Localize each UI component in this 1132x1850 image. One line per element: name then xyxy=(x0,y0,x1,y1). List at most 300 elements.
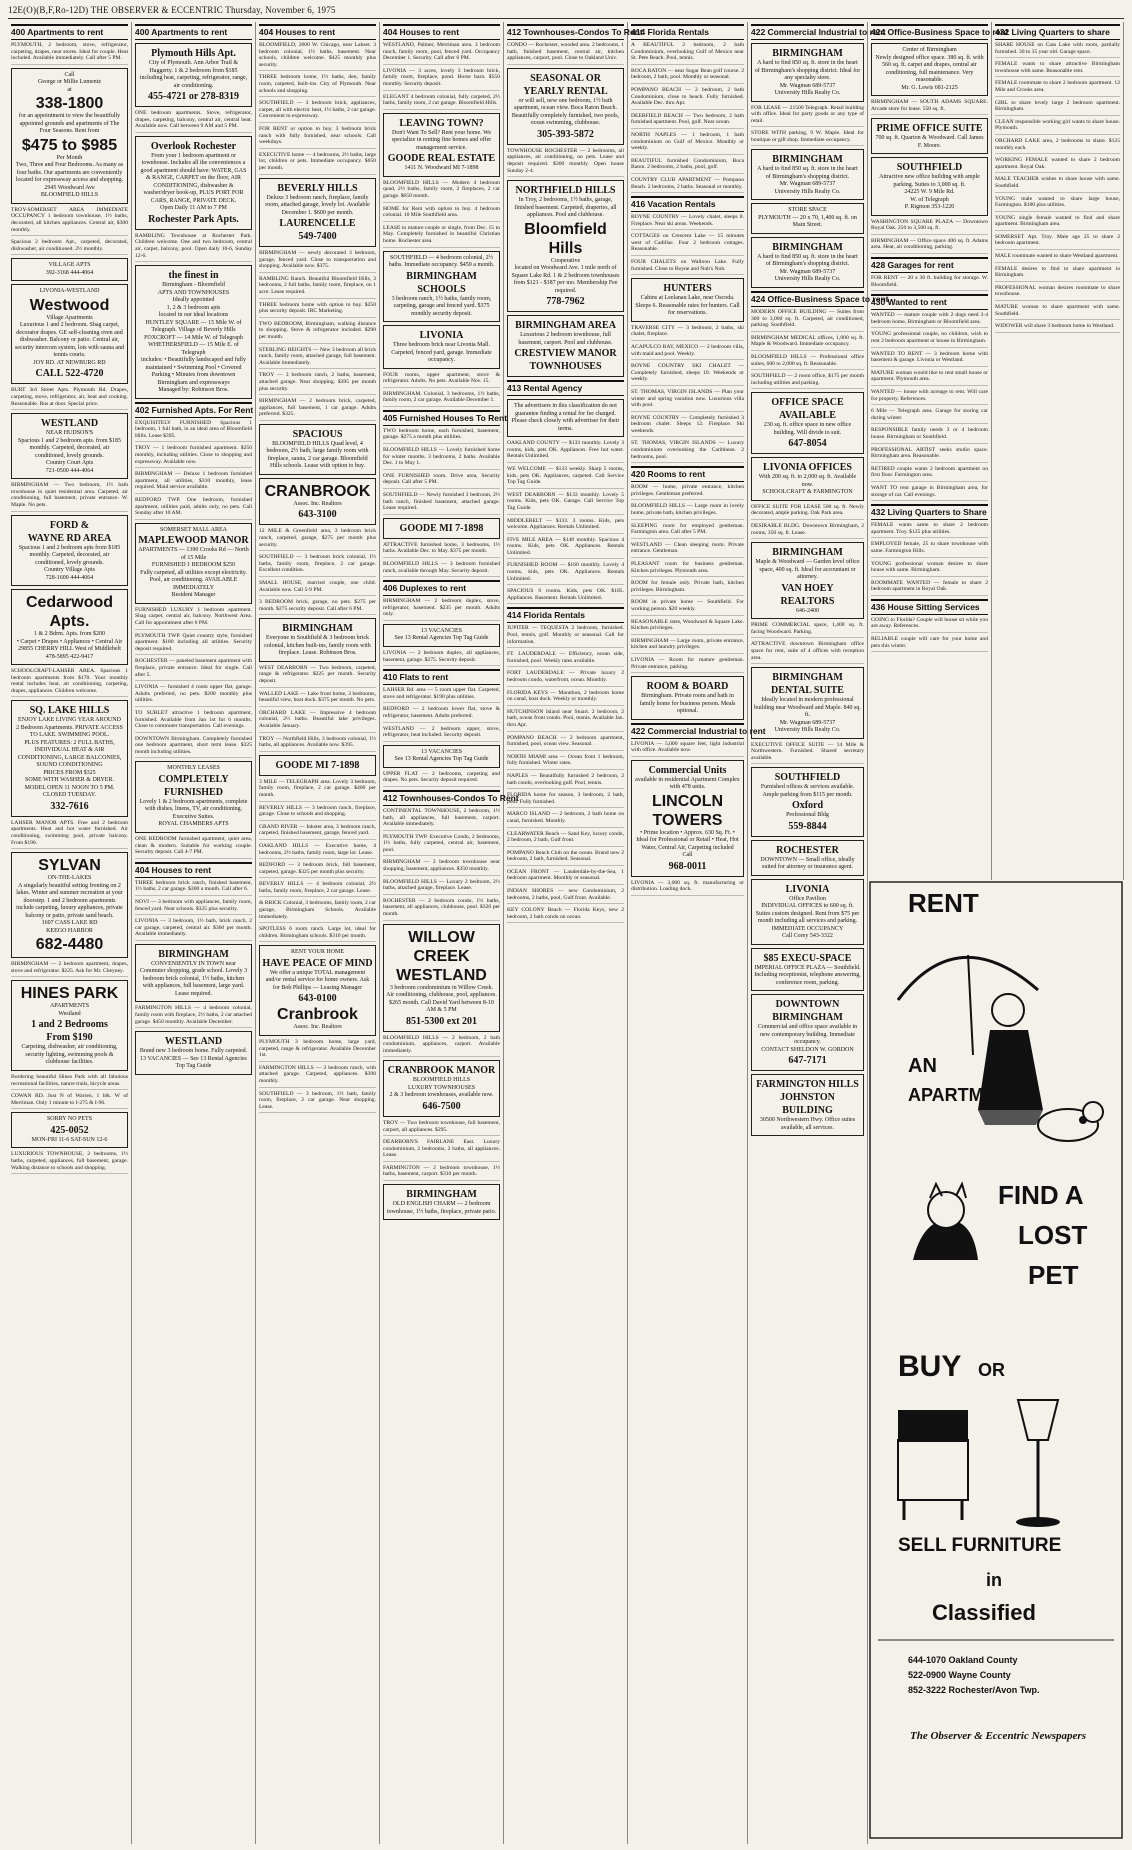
display-ad-line: MAPLEWOOD MANOR xyxy=(138,535,249,547)
display-ad-line: 643-3100 xyxy=(298,509,337,521)
classified-ad: REDFORD — 3 bedroom brick, full basement, carpeted, garage. $325 per month plus security. xyxy=(259,862,376,878)
classified-ad: FOR LEASE — 21500 Telegraph. Retail building with office. Ideal for party goods or any type of retail. xyxy=(751,105,864,128)
classified-ad: Spacious 2 bedroom Apt., carpeted, decorated, dishwasher, air conditioned. 2½ monthly. xyxy=(11,239,128,255)
classified-ad: WANTED — house with acreage to rent. Will care for property. References. xyxy=(871,389,988,405)
display-ad-line: SOUTHFIELD xyxy=(774,772,841,784)
classified-ad: ORCHARD LAKE — Impressive 4 bedroom colonial, 2½ baths. Beautiful lake privileges. Available January. xyxy=(259,710,376,733)
display-ad-line: IMPERIAL OFFICE PLAZA — Southfield. Including receptionist, telephone answering, conference room, parking. xyxy=(754,964,861,986)
classified-ad: CONTINENTAL TOWNHOUSE, 2 bedroom, 1½ bath, all appliances, full basement, carport. Available immediately. xyxy=(383,808,500,831)
display-ad-line: Luxurious 2 bedroom townhouse, full basement, carport. Pool and clubhouse. xyxy=(518,332,613,346)
display-ad-line: BLOOMFIELD HILLS Quad level, 4 bedroom, 2½ bath, large family room with fireplace, sauna, 2 car garage. Bloomfield Hills schools. Lease with option to buy. xyxy=(266,440,369,470)
classified-ad: KEY COLONY Beach — Florida Keys, new 2 bedroom, 2 bath condo on ocean. xyxy=(507,907,624,923)
display-ad-line: or will sell, new one bedroom, 1½ bath apartment, ocean view. Boca Raton Beach. Beautifully completely furnished, two pools, ocean swimming, clubhouse. xyxy=(511,97,620,127)
classified-ad: HUTCHINSON Island near Stuart. 2 bedroom, 2 bath, ocean front condo. Pool, tennis. Available Jan. thru Apr. xyxy=(507,709,624,732)
display-ad-line: 1411 N. Woodward MI 7-1898 xyxy=(404,165,479,172)
display-ad-line: Mr. Wagman 689-5737 xyxy=(779,82,836,89)
display-ad-line: GOODE REAL ESTATE xyxy=(387,153,496,165)
classified-ad: BLOOMFIELD HILLS — Luxury 2 bedroom, 2½ baths, attached garage, fireplace. Lease. xyxy=(383,879,500,895)
display-ad-line: FARMINGTON HILLS xyxy=(756,1079,859,1091)
display-ad-line: Office Pavilion xyxy=(789,895,826,902)
section-header: 432 Living Quarters to share xyxy=(995,24,1120,40)
display-ad-line: LEAVING TOWN? xyxy=(399,117,484,129)
display-ad xyxy=(259,618,376,662)
display-ad-line: University Hills Realty Co. xyxy=(774,90,841,96)
section-header: 402 Furnished Apts. For Rent xyxy=(135,402,252,418)
classified-ad: TROY-SOMERSET AREA IMMEDIATE OCCUPANCY 1 bedroom townhouse, 1½ baths, decorated, all kitchen appliances. Central air, $300 monthly. xyxy=(11,207,128,236)
classified-ad: EXQUISITELY FURNISHED Spacious 1 bedroom, 1 full bath, in an ideal area of Bloomfield Hills. Lease $395. xyxy=(135,420,252,443)
display-ad-line: APARTMENTS xyxy=(49,1003,90,1010)
display-ad-line: Ideally located in modern professional building near Woodward and Maple. 840 sq. ft. xyxy=(754,697,861,719)
display-ad-line: Birmingham. Private room and bath in family home for business person. Meals optional. xyxy=(639,693,736,715)
display-ad-line: • Carpet • Drapes • Appliances • Central Air xyxy=(16,638,123,645)
display-ad-line: NEAR HUDSON'S xyxy=(45,430,94,437)
display-ad xyxy=(11,284,128,384)
display-ad-line: PRIME OFFICE SUITE xyxy=(876,123,983,135)
display-ad-line: 29855 CHERRY HILL West of Middlebelt xyxy=(18,646,121,652)
classified-ad: BURT 3rd Street Apts. Plymouth Rd. Drapes, carpeting, stove, refrigerator, air, heat and cooking. Reasonable. Bus at door. Special price. xyxy=(11,387,128,410)
display-ad-line: SORRY NO PETS xyxy=(46,1116,93,1123)
classified-ad: BIRMINGHAM — Large room, private entrance, kitchen and laundry privileges. xyxy=(631,638,744,654)
display-ad-line: 728-1600 444-4064 xyxy=(45,574,94,581)
promo-rent: RENT xyxy=(908,888,979,918)
classified-ad: TROY — 1 bedroom furnished apartment. $250 monthly, including utilities. Close to shopping and expressway. Available now. xyxy=(135,445,252,468)
classified-ad: 6 Mile — Telegraph area. Garage for storing car during winter. xyxy=(871,408,988,424)
display-ad-line: WESTLAND xyxy=(396,966,487,984)
classified-ad: LIVONIA — Room for mature gentleman. Private entrance, parking. xyxy=(631,657,744,673)
classified-ad: BLOOMFIELD HILLS — Lovely furnished home for winter months. 3 bedrooms, 2 baths. Available Dec. 1 to May 1. xyxy=(383,447,500,470)
display-ad-line: LINCOLN xyxy=(651,792,724,810)
classified-ad: LIVONIA — 3 bedroom, 1½ bath, brick ranch, 2 car garage, carpeted, central air. $360 per month. Available immediately. xyxy=(135,918,252,941)
display-ad xyxy=(11,1112,128,1148)
classified-ad: YOUNG professional couple, no children, wish to rent 2 bedroom apartment or house in Birmingham. xyxy=(871,331,988,347)
display-ad-line: BIRMINGHAM xyxy=(406,1189,477,1201)
display-ad-line: George or Millie Lumentz xyxy=(37,79,102,86)
display-ad-line: 13 VACANCIES — See 13 Rental Agencies Top Tag Guide xyxy=(140,1055,247,1070)
display-ad xyxy=(751,542,864,619)
section-header: 412 Townhouses-Condos To Rent xyxy=(507,24,624,40)
display-ad-line: BIRMINGHAM AREA xyxy=(515,320,616,332)
display-ad xyxy=(751,879,864,945)
display-ad-line: TOWNHOUSES xyxy=(529,361,602,373)
classified-ad: WEST DEARBORN — $133 monthly. Lovely 5 rooms. Kids, pets OK. Garage. Call Service Top Tag Guide. xyxy=(507,492,624,515)
classified-ad: NOVI — 3 bedroom with appliances, family room, fenced yard. Near schools. $325 plus security. xyxy=(135,899,252,915)
column-9 xyxy=(992,22,1124,880)
section-header: 413 Rental Agency xyxy=(507,380,624,396)
display-ad-line: Country Court Apts xyxy=(45,460,94,467)
display-ad-line: at xyxy=(67,86,72,93)
classified-ad: TWO bedroom home, each furnished, basement, garage. $275 a month plus utilities. xyxy=(383,428,500,444)
display-ad-line: $85 EXECU-SPACE xyxy=(763,952,852,964)
display-ad-line: ROOM & BOARD xyxy=(646,681,729,693)
display-ad xyxy=(135,265,252,399)
classified-ad: POMPANO BEACH — 2 bedroom, 2 bath Condominium, close to beach. Fully furnished. Available Dec. thru Apr. xyxy=(631,87,744,110)
classified-ad: BOYNE COUNTRY — Completely furnished 3 bedroom chalet. Sleeps 12. Fireplace. Ski weekends. xyxy=(631,415,744,438)
display-ad-line: Commercial and office space available in new contemporary building. Immediate occupancy. xyxy=(757,1024,858,1046)
display-ad-line: 682-4480 xyxy=(35,936,104,954)
section-header: 416 Vacation Rentals xyxy=(631,196,744,212)
display-ad-line: located on Woodward Ave. 1 mile north of Square Lake Rd. 1 & 2 bedroom townhouses from $121 - $187 per mo. Membership Fee required. xyxy=(511,265,620,294)
classified-ad: TOWNHOUSE ROCHESTER — 2 bedrooms, all appliances, air conditioning, no pets. Lease and deposit required. $300 monthly. Open house Sunday 2-4. xyxy=(507,148,624,177)
classified-ad: BIRMINGHAM — 2 bedroom townhouse near shopping, basement, appliances. $350 monthly. xyxy=(383,859,500,875)
section-header: 414 Florida Rentals xyxy=(631,24,744,40)
classified-ad: WANT TO rent garage in Birmingham area, for storage of car. Call evenings. xyxy=(871,485,988,501)
display-ad-line: 721-0500 444-4064 xyxy=(45,467,94,474)
display-ad-line: 478-5895 422-9417 xyxy=(45,653,94,660)
section-header: 428 Garages for rent xyxy=(871,257,988,273)
classified-ad: TROY — Northfield Hills, 3 bedroom colonial, 1½ baths, all appliances. Available now. $395. xyxy=(259,736,376,752)
display-ad xyxy=(135,944,252,1003)
display-ad xyxy=(507,399,624,437)
display-ad-line: Attractive new office building with ample parking. Suites to 3,000 sq. ft. xyxy=(879,174,980,188)
display-ad-line: Call xyxy=(682,852,693,859)
display-ad-line: RENT YOUR HOME xyxy=(290,949,344,956)
display-ad xyxy=(383,745,500,768)
classified-ad: OFFICE SUITE FOR LEASE 500 sq. ft. Newly decorated, ample parking. Oak Park area. xyxy=(751,504,864,520)
classified-ad: FLORIDA KEYS — Marathon, 2 bedroom home on canal, boat dock. Weekly or monthly. xyxy=(507,690,624,706)
classified-ad: TROY — Two bedroom townhouse, full basement, carport, all appliances. $295. xyxy=(383,1120,500,1136)
promo-lost: LOST xyxy=(1018,1220,1088,1250)
classified-ad: ELEGANT 4 bedroom colonial, fully carpeted, 2½ baths, family room, 2 car garage. Bloomfield Hills. xyxy=(383,94,500,110)
column-5 xyxy=(504,22,643,1844)
display-ad-line: Apts. xyxy=(49,613,90,630)
display-ad-line: Call xyxy=(64,71,75,78)
classified-ad: CLEARWATER Beach — Sand Key, luxury condo, 2 bedroom, 2 bath, Gulf front. xyxy=(507,831,624,847)
display-ad-line: 2 Bedroom Apartments. PRIVATE ACCESS TO LAKE. SWIMMING POOL. xyxy=(16,724,123,739)
classified-ad: POMPANO Beach Club on the ocean. Brand new 2 bedroom, 2 bath, furnished. Seasonal. xyxy=(507,850,624,866)
display-ad-line: WESTLAND xyxy=(40,418,99,430)
classified-ad: A BEAUTIFUL 2 bedroom, 2 bath Condominium, overlooking Gulf of Mexico near St. Pete Beach. Pool, tennis. xyxy=(631,42,744,65)
classified-ad: CLEAN responsible working girl wants to share house. Plymouth. xyxy=(995,119,1120,135)
classified-ad: WANTED — mature couple with 2 dogs need 3-4 bedroom home, Birmingham or Bloomfield area. xyxy=(871,312,988,328)
classified-ad: & BRICK Colonial, 3 bedrooms, family room, 2 car garage, Birmingham Schools. Available immediately. xyxy=(259,900,376,923)
classified-ad: BIRMINGHAM — newly decorated 3 bedroom, garage, fenced yard. Close to transportation and shopping. Available now. $375. xyxy=(259,250,376,273)
classified-ad: ROCHESTER — paneled basement apartment with fireplace, private entrance. Ideal for single. Call after 5. xyxy=(135,658,252,681)
display-ad xyxy=(751,203,864,234)
display-ad-line: COMPLETELY FURNISHED xyxy=(158,773,229,798)
classified-ad: LIVONIA — furnished 4 room upper flat, garage. Adults preferred, no pets. $200 monthly plus utilities. xyxy=(135,684,252,707)
classified-ad: BIRMINGHAM — Deluxe 1 bedroom furnished apartment, all utilities, $310 monthly, lease required. Maid service available. xyxy=(135,471,252,494)
classified-ad: ATTRACTIVE downtown Birmingham office space for rent, suite of 4 offices with reception area. xyxy=(751,641,864,664)
display-ad-line: The advertisers in this classification do not guarantee finding a rental for fee charged. Please check closely with advertiser for their terms. xyxy=(511,403,620,432)
classified-ad: LAHSER Rd. area — 5 room upper flat. Carpeted, stove and refrigerator. $190 plus utilities. xyxy=(383,687,500,703)
display-ad xyxy=(751,1074,864,1136)
classified-ad: BIRMINGHAM — SOUTH ADAMS SQUARE. Arcade store for lease. 550 sq. ft. xyxy=(871,99,988,115)
display-ad-line: located in our ideal locations xyxy=(158,312,229,319)
display-ad xyxy=(631,676,744,720)
display-ad-line: 647-7171 xyxy=(788,1055,827,1067)
display-ad-line: INDIVIDUAL OFFICES to 600 sq. ft. Suites custom designed. Rent from $75 per month including all services and parking. xyxy=(755,903,860,925)
classified-ad: LEASE to mature couple or single, from Dec. 15 to May. Completely furnished in beautiful Christian home. Rochester area. xyxy=(383,225,500,248)
display-ad xyxy=(751,392,864,454)
display-ad-line: City of Plymouth. Ann Arbor Trail & Haggerty. 1 & 2 bedroom from $185 including heat, carpeting, refrigerator, range, air conditioning. xyxy=(139,60,248,89)
classified-ad: WESTLAND — Clean sleeping room. Private entrance. Gentleman. xyxy=(631,542,744,558)
display-ad-line: VAN HOEY REALTORS xyxy=(780,582,835,607)
classified-ad: PLYMOUTH TWP. Executive Condo, 2 bedrooms, 1½ baths, fully carpeted, central air, basement, pool. xyxy=(383,834,500,857)
display-ad-line: BIRMINGHAM xyxy=(158,948,229,960)
classified-ad: WALLED LAKE — Lake front home, 3 bedrooms, beautiful view, boat dock. $375 per month. No pets. xyxy=(259,691,376,707)
classified-ad: MATURE woman to share apartment with same. Southfield. xyxy=(995,304,1120,320)
section-header: 422 Commercial Industrial to rent xyxy=(751,24,864,40)
column-2 xyxy=(132,22,256,1844)
classified-ad: ROOM for female only. Private bath, kitchen privileges. Birmingham. xyxy=(631,580,744,596)
display-ad-line: University Hills Realty Co. xyxy=(774,727,841,734)
display-ad-line: 646-7500 xyxy=(422,1100,461,1112)
classified-ad: MALE roommate wanted to share Westland apartment. xyxy=(995,253,1120,263)
classified-ad: NAPLES — Beautifully furnished 2 bedroom, 2 bath condo, overlooking gulf. Pool, tennis. xyxy=(507,773,624,789)
display-ad xyxy=(751,767,864,837)
display-ad-line: 3 bedroom condominium in Willow Creek. Air conditioning, clubhouse, pool, appliances. $265 month. Call David Yard between 8-10 AM & 5 PM xyxy=(386,984,497,1014)
display-ad-line: From your 1 bedroom apartment or townhouse. Includes all the conveniences a good apartment should have: WATER, GAS & RANGE, CARPET on the floor, AIR CONDITIONING, dishwasher & washer/dryer hook-up, PLUS PORT FOR CARS, RANGE, PRIVATE DECK. xyxy=(140,152,247,204)
display-ad xyxy=(507,180,624,312)
display-ad xyxy=(871,157,988,216)
column-6 xyxy=(628,22,766,1844)
display-ad-line: 2945 Woodward Ave xyxy=(44,184,95,191)
classified-ad: BLOOMFIELD, 2600 W. Chicago, near Lahser. 3 bedroom colonial, 1½ baths, basement. Near schools, children welcome. $425 monthly plus security. xyxy=(259,42,376,71)
display-ad-line: Bloomfield Hills xyxy=(524,220,607,257)
display-ad-line: LAURENCELLE xyxy=(279,218,356,229)
display-ad-line: A hard to find 850 sq. ft. store in the heart of Birmingham's shopping district. Ideal for any specialty store. xyxy=(754,60,861,81)
display-ad xyxy=(135,43,252,107)
classified-ad: BOYNE COUNTRY SKI CHALET — Completely furnished, sleeps 10. Weekends or weekly. xyxy=(631,363,744,386)
classified-ad: SOUTHFIELD — Newly furnished 3 bedroom, 2½ bath ranch, finished basement, attached garage. Lease required. xyxy=(383,492,500,515)
classified-ad: OCEAN FRONT — Lauderdale-by-the-Sea, 1 bedroom apartment. Monthly or seasonal. xyxy=(507,869,624,885)
display-ad-line: We offer a unique TOTAL management and/or rental service for home owners. Ask for Bob Phillips — Leasing Manager xyxy=(265,969,370,991)
classified-ad: ORCHARD LAKE area, 2 bedrooms to share. $125 monthly each. xyxy=(995,138,1120,154)
classified-ad: ONE BEDROOM furnished apartment, quiet area, clean & modern. Suitable for working couple. Security deposit. Call 4-7 PM. xyxy=(135,836,252,859)
promo-sell-furniture: SELL FURNITURE xyxy=(898,1535,1062,1556)
display-ad-line: A singularly beautiful setting fronting on 2 lakes. Winter and summer recreation at your doorstep. 1 and 2 bedroom apartments include carpeting, luxury appliances, private balcony or patio, private sand beach. xyxy=(16,882,123,919)
display-ad-line: 455-4721 or 278-8319 xyxy=(148,91,239,102)
display-ad-line: LIVONIA-WESTLAND xyxy=(39,288,100,295)
display-ad-line: Country Village Apts xyxy=(44,567,95,573)
display-ad-line: Oxford xyxy=(791,800,824,812)
display-ad-line: Westwood xyxy=(29,296,110,314)
classified-ad: ST. THOMAS, VIRGIN ISLANDS — Plan your winter and spring vacation now. Luxurious villa with pool. xyxy=(631,389,744,412)
classified-ad: SHARE HOUSE on Cass Lake with room, partially furnished. 30 to 35 year old. Garage space. xyxy=(995,42,1120,58)
display-ad-line: Commercial Units xyxy=(648,764,727,776)
classified-ad: LUXURIOUS TOWNHOUSE, 2 bedrooms, 1½ baths, carpeted, appliances, full basement, garage. Walking distance to schools and shopping. xyxy=(11,1151,128,1174)
display-ad-line: See 13 Rental Agencies Top Tag Guide xyxy=(394,756,489,763)
display-ad-line: PLUS FEATURES: 2 FULL BATHS, INDIVIDUAL HEAT & AIR CONDITIONING, LARGE BALCONIES, SOUND CONDITIONING xyxy=(17,739,122,769)
classified-ad: FT. LAUDERDALE — Efficiency, ocean side, furnished, pool. Weekly rates available. xyxy=(507,651,624,667)
display-ad xyxy=(383,924,500,1032)
classified-ad: SLEEPING room for employed gentleman. Farmington area. Call after 5 PM. xyxy=(631,523,744,539)
classified-ad: THREE bedroom home with option to buy. $250 plus security deposit. IRC Marketing. xyxy=(259,302,376,318)
classified-ad: STORE WITH parking, 9 W. Maple. Ideal for boutique or gift shop. Immediate occupancy. xyxy=(751,130,864,146)
display-ad-line: 3 bedroom ranch, 1½ baths, family room, carpeting, garage and fenced yard. $375 monthly security deposit. xyxy=(391,295,492,317)
classified-ad: BOYNE COUNTRY — Lovely chalet, sleeps 8. Fireplace. Near ski areas. Weekends. xyxy=(631,214,744,230)
classified-ad: WESTLAND — 2 bedroom upper, stove, refrigerator, heat included. Security deposit. xyxy=(383,726,500,742)
classified-ad: ROOM — home, private entrance, kitchen privileges. Gentleman preferred. xyxy=(631,484,744,500)
classified-ad: BIRMINGHAM — 2 bedroom apartment, drapes, stove and refrigerator. $225. Ask for Mr. Cheyney. xyxy=(11,961,128,977)
display-ad-line: HUNTLEY SQUARE — 15 Mile W. of Telegraph. Village of Beverly Hills xyxy=(145,319,242,334)
classified-ad: SOUTHFIELD — 3 bedroom brick colonial, 1½ baths, family room, fireplace, 2 car garage. Excellent condition. xyxy=(259,554,376,577)
display-ad xyxy=(11,515,128,587)
classified-ad: 3 MILE — TELEGRAPH area. Lovely 3 bedroom, family room, fireplace, 2 car garage. $400 per month. xyxy=(259,779,376,802)
display-ad-line: Mr. G. Lewis 681-2125 xyxy=(901,84,958,91)
classified-ad: TROY — 3 bedroom ranch, 2 baths, basement, attached garage. Near shopping. $395 per month plus security. xyxy=(259,372,376,395)
section-header: 400 Apartments to rent xyxy=(135,24,252,40)
display-ad xyxy=(259,945,376,1036)
classified-ad: COTTAGES on Crescent Lake — 15 minutes west of Cadillac. Four 2 bedroom cottages. Reasonable. xyxy=(631,233,744,256)
classified-ad: SCHOOLCRAFT-LAHSER AREA. Spacious 1 bedroom apartments from $170. Your monthly rental includes heat, air conditioning, carpeting, drapes, appliances. Children welcome. xyxy=(11,668,128,697)
promo-an: AN xyxy=(908,1055,937,1077)
display-ad-line: DOWNTOWN xyxy=(775,999,840,1011)
classified-ad: YOUNG male wanted to share large house, Farmington. $100 plus utilities. xyxy=(995,196,1120,212)
display-ad-line: 549-7400 xyxy=(298,231,337,242)
display-ad-line: 968-0011 xyxy=(668,860,707,872)
display-ad-line: CONVENIENTLY IN TOWN near Commuter shopping, grade school. Lovely 3 bedroom brick colonial, 1½ baths, kitchen with appliances, full basement, large yard. Lease required. xyxy=(139,960,248,997)
display-ad-line: BIRMINGHAM xyxy=(772,48,843,59)
classified-ad: FEMALE wants to share attractive Birmingham townhouse with same. Reasonable rent. xyxy=(995,61,1120,77)
classified-ad: PLEASANT room for business gentleman. Kitchen privileges. Plymouth area. xyxy=(631,561,744,577)
display-ad-line: HAVE PEACE OF MIND xyxy=(262,957,373,969)
display-ad xyxy=(11,413,128,479)
classified-ad: ROCHESTER — 2 bedroom condo, 1½ baths, basement, all appliances, clubhouse, pool. $320 per month. xyxy=(383,898,500,921)
display-ad-line: 647-8054 xyxy=(788,438,827,450)
display-ad-line: SPACIOUS xyxy=(292,428,343,440)
section-header: 405 Furnished Houses To Rent xyxy=(383,410,500,426)
display-ad-line: 643-0100 xyxy=(298,993,337,1005)
display-ad-line: 24225 W. 9 Mile Rd. xyxy=(904,189,955,196)
display-ad xyxy=(11,852,128,958)
display-ad-line: KEEGO HARBOR xyxy=(46,927,93,934)
display-ad-line: Center of Birmingham xyxy=(902,47,957,53)
display-ad-line: DENTAL SUITE xyxy=(771,685,844,697)
page-masthead: 12E(O)(B,F,Ro-12D) THE OBSERVER & ECCENTRIC Thursday, November 6, 1975 xyxy=(8,2,1124,19)
classified-ad: WANTED TO RENT — 3 bedroom home with basement & garage. Livonia or Westland. xyxy=(871,351,988,367)
promo-find-a: FIND A xyxy=(998,1180,1084,1210)
section-header: 432 Living Quarters to Share xyxy=(871,504,988,520)
display-ad-line: Everyone in Southfield & 3 bedroom brick colonial, kitchen built-ins, family room with fireplace. Lease. Robinson Bros. xyxy=(264,635,371,657)
display-ad-line: Westland xyxy=(58,1010,81,1017)
display-ad-line: LIVONIA OFFICES xyxy=(763,462,852,474)
classified-ad: LIVONIA — 5,000 square feet, light industrial with office. Available now. xyxy=(631,741,744,757)
column-1 xyxy=(8,22,132,1844)
display-ad-line: JOY RD. AT NEWBURG RD xyxy=(33,359,106,366)
classified-ad: WE WELCOME — $133 weekly. Sharp 5 rooms, kids, pets OK. Appliances, carpeted. Call Service Top Tag Guide. xyxy=(507,466,624,489)
display-ad-line: 338-1800 xyxy=(35,95,104,113)
section-header: 410 Flats to rent xyxy=(383,669,500,685)
classified-ad: PLYMOUTH 3 bedroom home, large yard, carpeted, range & refrigerator. Available December 1st. xyxy=(259,1039,376,1062)
section-header: 404 Houses to rent xyxy=(383,24,500,40)
display-ad-line: NORTHFIELD HILLS xyxy=(515,185,616,197)
display-ad-line: AVAILABLE xyxy=(779,410,836,422)
display-ad-line: A hard to find 850 sq. ft. store in the heart of Birmingham's shopping district. xyxy=(757,253,858,268)
display-ad-line: ROYAL CHAMBERS APTS xyxy=(158,821,229,828)
display-ad-line: Village Apartments xyxy=(46,314,93,321)
classified-ad: BLOOMFIELD HILLS — Professional office suites, 600 to 2,000 sq. ft. Reasonable. xyxy=(751,354,864,370)
display-ad-line: 230 sq. ft. office space in new office building. Will divide to suit. xyxy=(763,422,852,436)
classified-ad: PROFESSIONAL ARTIST seeks studio space. Birmingham area. Reasonable. xyxy=(871,447,988,463)
display-ad-line: 1 and 2 Bedrooms xyxy=(31,1019,108,1031)
section-header: 420 Rooms to rent xyxy=(631,466,744,482)
display-ad-line: Overlook Rochester xyxy=(150,140,237,152)
classified-ad: WEST DEARBORN — Two bedroom, carpeted, range & refrigerator. $225 per month. Security deposit. xyxy=(259,665,376,688)
display-ad-line: PLYMOUTH — 20 x 70, 1,400 sq. ft. on Main Street. xyxy=(758,214,857,229)
display-ad-line: available in residential Apartment Complex with 478 units. xyxy=(635,776,740,791)
classified-ad: Bordering beautiful Hines Park with all fabulous recreational facilities, nature trails, bicycle areas. xyxy=(11,1074,128,1090)
display-ad-line: SQ. LAKE HILLS xyxy=(29,705,110,717)
classified-ad: BEAUTIFUL furnished Condominium, Boca Raton. 2 bedrooms, 2 baths, pool, golf. xyxy=(631,158,744,174)
display-ad-line: Mr. Wagman 689-5737 xyxy=(779,719,836,726)
display-ad-line: 1, 2 & 3 bedroom apts xyxy=(166,304,221,311)
classified-ad: COWAN RD. Just N of Warren, 1 blk. W of Merriman. Only 1 minute to I-275 & I-96. xyxy=(11,1093,128,1109)
classified-ad: MODERN OFFICE BUILDING — Suites from 300 to 3,000 sq. ft. Carpeted, air conditioned, parking. Southfield. xyxy=(751,309,864,332)
display-ad xyxy=(383,325,500,369)
display-ad-line: BEVERLY HILLS xyxy=(277,182,358,194)
display-ad-line: Two, Three and Four Bedrooms. As many as four baths. Our apartments are conveniently located for expressway access and shopping. xyxy=(15,162,124,184)
classified-ad: DESIRABLE BLDG. Downtown Birmingham, 2 rooms, 350 sq. ft. Lease. xyxy=(751,523,864,539)
display-ad-line: Cedarwood xyxy=(25,594,114,611)
display-ad-line: 1607 CASS LAKE RD xyxy=(41,920,98,927)
display-ad-line: Spacious 1 and 2 bedroom apts from $185 monthly. Carpeted, decorated, air conditioned, lovely grounds. xyxy=(18,544,121,566)
promo-phone-oakland: 644-1070 Oakland County xyxy=(908,1655,1018,1665)
display-ad xyxy=(259,178,376,248)
display-ad-line: Deluxe 3 bedroom ranch, fireplace, family room, attached garage, lovely lot. Available December 1. $600 per month. xyxy=(265,194,370,216)
display-ad-line: Rochester Park Apts. xyxy=(148,213,239,225)
display-ad-line: • Prime location • Approx. 630 Sq. Ft. • Ideal for Professional or Retail • Heat, Hot Water, Central Air, Carpeting included xyxy=(636,829,739,851)
classified-ad: DEERFIELD BEACH — Two bedroom, 2 bath furnished apartment. Pool, golf. Near ocean. xyxy=(631,113,744,129)
classified-ad: CONDO — Rochester, wooded area. 2 bedrooms, 1 bath, finished basement, central air, kitchen appliances, carport, pool. Close to Oakland Univ. xyxy=(507,42,624,65)
display-ad-line: includes: • Beautifully landscaped and fully maintained • Swimming Pool • Covered Parking • Minutes from downtown Birmingham and expressways xyxy=(141,357,246,386)
classified-ad: YOUNG professional woman desires to share house with same. Birmingham. xyxy=(871,561,988,577)
classified-ad: FARMINGTON HILLS — 3 bedroom ranch, with attached garage. Carpeted, appliances. $390 monthly. xyxy=(259,1065,376,1088)
classified-ad: FARMINGTON — 2 bedroom townhouse, 1½ baths, basement, carport. $310 per month. xyxy=(383,1165,500,1181)
column-7 xyxy=(748,22,889,1844)
classified-ad: COUNTRY CLUB APARTMENT — Pompano Beach. 2 bedrooms, 2 baths. Seasonal or monthly. xyxy=(631,177,744,193)
display-ad-line: JOHNSTON BUILDING xyxy=(780,1092,835,1117)
display-ad xyxy=(871,43,988,96)
classified-ad: ACAPULCO BAY, MEXICO — 2 bedroom villa, with maid and pool. Weekly. xyxy=(631,344,744,360)
display-ad-line: BIRMINGHAM SCHOOLS xyxy=(406,270,477,295)
display-ad-line: Per Month xyxy=(56,154,83,161)
classified-ad: REDFORD TWP. One bedroom, furnished apartment, utilities paid, adults only, no pets. Call Sunday after 10 AM. xyxy=(135,497,252,520)
display-ad xyxy=(135,136,252,230)
display-ad-line: LIVONIA xyxy=(785,883,830,895)
display-ad-line: W. of Telegraph xyxy=(910,196,949,203)
display-ad xyxy=(383,518,500,539)
promo-pet: PET xyxy=(1028,1260,1079,1290)
display-ad-line: WESTLAND xyxy=(164,1036,223,1048)
display-ad-line: 425-0052 xyxy=(50,1124,89,1136)
display-ad-line: Professional Bldg xyxy=(786,812,829,819)
display-ad-line: Ideally appointed xyxy=(172,297,215,304)
display-ad xyxy=(751,948,864,992)
display-ad-line: TOWERS xyxy=(652,811,723,829)
classified-ad: LIVONIA — 3 acres, lovely 3 bedroom brick, family room, fireplace, pond. Horse barn. $550 monthly. Security deposit. xyxy=(383,68,500,91)
promo-or: OR xyxy=(978,1360,1005,1380)
display-ad-line: for an appointment to view the beautifully appointed grounds and apartments of The Four Seasons. Rent from xyxy=(18,113,121,135)
promo-apartment: APARTMENT xyxy=(908,1085,1020,1105)
classified-ad: FURNISHED ROOM — $160 monthly. Lovely 4 rooms, kids, pets OK. Appliances. Rentals Unlimited. xyxy=(507,562,624,585)
display-ad-line: 559-8844 xyxy=(788,820,827,832)
display-ad-line: LIVONIA xyxy=(419,330,464,341)
display-ad-line: Cabins at Leelanau Lake, near Oscoda. Sleeps 6. Reasonable rates for hunters. Call for reservations. xyxy=(635,295,740,317)
display-ad xyxy=(135,1031,252,1075)
classified-ad: MATURE woman would like to rent small house or apartment. Plymouth area. xyxy=(871,370,988,386)
classified-ad: BLOOMFIELD HILLS — 2 bedroom, 2 bath condominium, appliances, carport. Available immediately. xyxy=(383,1035,500,1058)
display-ad xyxy=(751,237,864,288)
display-ad-line: Luxurious 1 and 2 bedroom. Shag carpet, decorator drapes. GE self-cleaning oven and dishwasher. Balcony or patio. Central air, security intercom system, lots with sauna and tennis courts. xyxy=(14,322,125,359)
classified-ad: SPACIOUS 6 rooms. Kids, pets OK. $185. Appliances. Basement. Rentals Unlimited. xyxy=(507,588,624,604)
display-ad-line: 778-7962 xyxy=(546,296,585,308)
display-ad-line: CALL 522-4720 xyxy=(35,368,104,380)
classified-ad: TO SUBLET attractive 1 bedroom apartment, furnished. Available from Jan 1st for 6 months. Close to commuter transportation. Call evenings. xyxy=(135,710,252,733)
classified-ad: RELIABLE couple will care for your home and pets this winter. xyxy=(871,636,988,652)
display-ad-line: A hard to find 850 sq. ft. store in the heart of Birmingham's shopping district. xyxy=(757,166,858,180)
display-ad-line: 1 & 2 Bdrm. Apts. from $200 xyxy=(33,631,105,637)
